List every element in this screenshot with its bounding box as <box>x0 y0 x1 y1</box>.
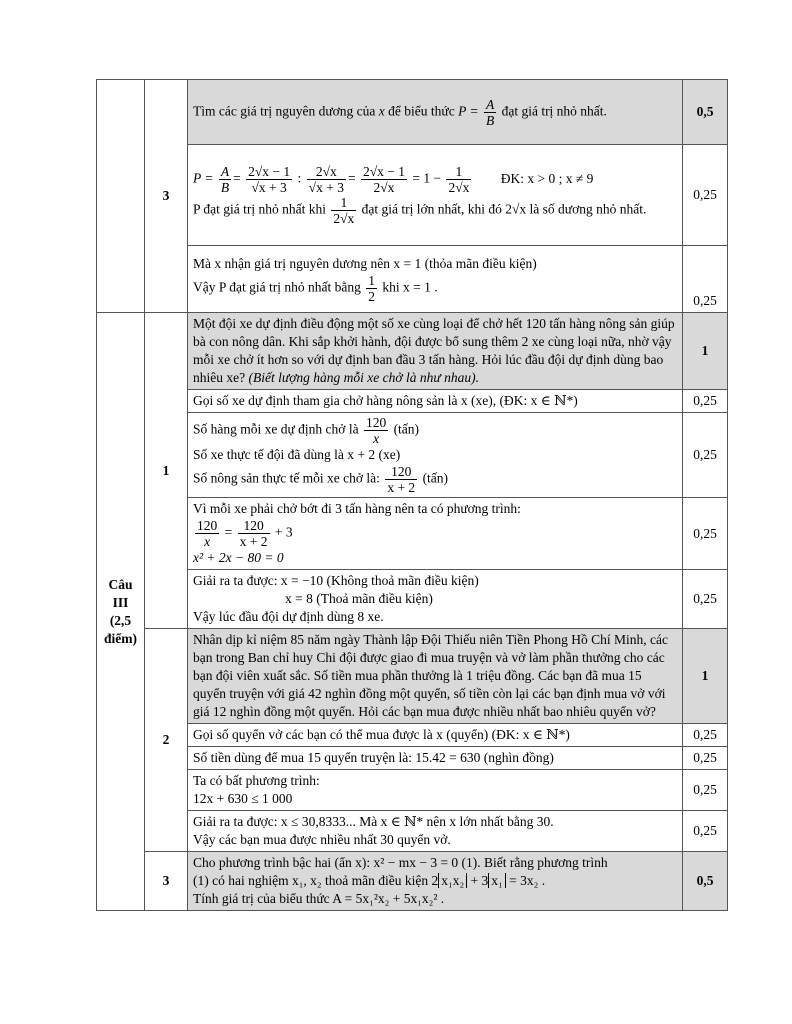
solution-step: Số tiền dùng để mua 15 quyển truyện là: 15.42 = 630 (nghìn đồng) <box>188 747 683 770</box>
score: 0,25 <box>683 390 728 413</box>
problem-statement: Nhân dịp kỉ niệm 85 năm ngày Thành lập Đội Thiếu niên Tiền Phong Hồ Chí Minh, các bạn trong Ban chỉ huy Chi đội được giao đi mua truyện và vở làm phần thưởng cho các bạn đội viên xuất sắc. Số tiền mua phần thưởng là 1 triệu đồng. Các bạn đã mua 15 quyển truyện với giá 42 nghìn đồng một quyển, số tiền còn lại các bạn định mua vở với giá 12 nghìn đồng một quyển. Hỏi các bạn mua được nhiều nhất bao nhiêu quyển vở? <box>188 629 683 724</box>
solution-step: Mà x nhận giá trị nguyên dương nên x = 1 (thỏa mãn điều kiện) Vậy P đạt giá trị nhỏ nhất bằng $\frac{1}{2}$ khi x = 1 . <box>188 246 683 313</box>
score: 0,25 <box>683 570 728 629</box>
score: 1 <box>683 629 728 724</box>
score: 0,25 <box>683 770 728 811</box>
score: 1 <box>683 313 728 390</box>
score: 0,25 <box>683 724 728 747</box>
solution-step: P = $\frac{A}{B}$ = $\frac{2√x - 1}{√x + 3}$ : $\frac{2√x}{√x + 3}$ = $\frac{2√x - 1}{2√x}$ = 1 − $\frac{1}{2√x}$ ĐK: x > 0 ; x ≠ 9 P đạt giá trị nhỏ nhất khi $\frac{1}{2√x}$ đạt giá trị lớn nhất, khi đó 2√x là số dương nhỏ nhất. <box>188 145 683 246</box>
score: 0,25 <box>683 145 728 246</box>
section-cell-empty <box>97 80 145 313</box>
solution-step: Vì mỗi xe phải chở bớt đi 3 tấn hàng nên ta có phương trình: $\frac{120}{x}$ = $\frac{120}{x + 2}$ + 3 x² + 2x − 80 = 0 <box>188 498 683 570</box>
section-label: Câu III (2,5 điểm) <box>97 313 145 911</box>
score: 0,25 <box>683 246 728 313</box>
solution-step: Ta có bất phương trình: 12x + 630 ≤ 1 000 <box>188 770 683 811</box>
score: 0,25 <box>683 413 728 498</box>
score: 0,5 <box>683 852 728 911</box>
solution-step: Giải ra ta được: x = −10 (Không thoả mãn điều kiện) x = 8 (Thoả mãn điều kiện) Vậy lúc đầu đội dự định dùng 8 xe. <box>188 570 683 629</box>
grading-table <box>96 79 728 911</box>
problem-statement: Cho phương trình bậc hai (ẩn x): x² − mx − 3 = 0 (1). Biết rằng phương trình (1) có hai nghiệm x₁, x₂ thoả mãn điều kiện 2 x₁x₂ + 3 x₁ = 3x₂ . Tính giá trị của biểu thức A = 5x₁²x₂ + 5x₁x₂² . <box>188 852 683 911</box>
score: 0,25 <box>683 498 728 570</box>
part-number: 1 <box>145 313 188 629</box>
solution-step: Gọi số xe dự định tham gia chở hàng nông sản là x (xe), (ĐK: x ∈ ℕ*) <box>188 390 683 413</box>
solution-step: Gọi số quyển vở các bạn có thể mua được là x (quyển) (ĐK: x ∈ ℕ*) <box>188 724 683 747</box>
problem-statement: Tìm các giá trị nguyên dương của x để biểu thức P = $\frac{A}{B}$ đạt giá trị nhỏ nhất. <box>188 80 683 145</box>
part-number: 3 <box>145 852 188 911</box>
problem-statement: Một đội xe dự định điều động một số xe cùng loại để chở hết 120 tấn hàng nông sản giúp bà con nông dân. Khi sắp khởi hành, đội được bổ sung thêm 2 xe cùng loại nữa, nhờ vậy mỗi xe chở ít hơn so với dự định ban đầu 3 tấn hàng. Hỏi lúc đầu đội dự định dùng bao nhiêu xe? (Biết lượng hàng mỗi xe chở là như nhau). <box>188 313 683 390</box>
part-number: 2 <box>145 629 188 852</box>
score: 0,5 <box>683 80 728 145</box>
part-number: 3 <box>145 80 188 313</box>
solution-step: Số hàng mỗi xe dự định chở là $\frac{120}{x}$ (tấn) Số xe thực tế đội đã dùng là x + 2 (xe) Số nông sản thực tế mỗi xe chở là: $\frac{120}{x + 2}$ (tấn) <box>188 413 683 498</box>
solution-step: Giải ra ta được: x ≤ 30,8333... Mà x ∈ ℕ* nên x lớn nhất bằng 30. Vậy các bạn mua được nhiều nhất 30 quyển vở. <box>188 811 683 852</box>
score: 0,25 <box>683 747 728 770</box>
score: 0,25 <box>683 811 728 852</box>
